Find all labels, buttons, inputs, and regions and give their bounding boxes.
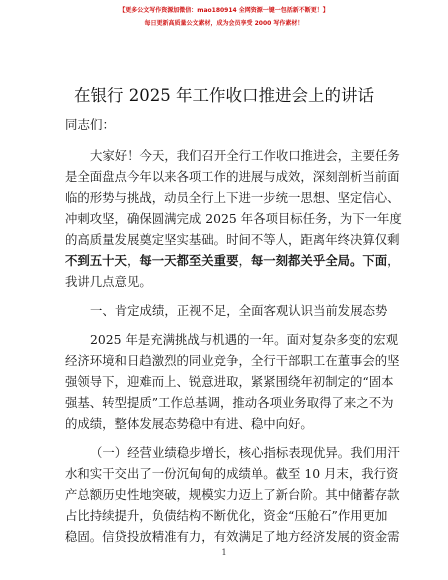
- paragraph-line: 稳固。信贷投放精准有力，有效满足了地方经济发展的资金需: [65, 529, 400, 544]
- paragraph-line: 2025 年是充满挑战与机遇的一年。面对复杂多变的宏观: [90, 332, 399, 347]
- separator: ，: [387, 253, 400, 268]
- paragraph-line: 冲刺攻坚，确保圆满完成 2025 年各项目标任务，为下一年度: [65, 211, 402, 226]
- paragraph-line: 强领导下，迎难而上、锐意进取，紧紧围绕年初制定的“固本: [65, 374, 394, 389]
- document-title: 在银行 2025 年工作收口推进会上的讲话: [74, 86, 374, 105]
- page-number: 1: [221, 548, 227, 557]
- separator: ，: [126, 253, 140, 268]
- paragraph-bold-line: [65, 252, 400, 270]
- bold-phrase-2: 每一天都至关重要: [139, 253, 239, 268]
- promo-banner-line1: 【更多公文写作资源加微信：mao180914 全网资源一键一包括新不断更！】: [119, 7, 329, 14]
- separator: ，: [238, 253, 251, 268]
- paragraph-line: 是全面盘点今年以来各项工作的进展与成效，深刻剖析当前面: [65, 169, 400, 184]
- greeting: 同志们：: [65, 117, 116, 132]
- bold-phrase-3: 每一刻都关乎全局。下面: [250, 253, 388, 268]
- paragraph-line: 水和实干交出了一份沉甸甸的成绩单。截至 10 月末，我行资: [65, 466, 399, 481]
- paragraph-line: （一）经营业绩稳步增长，核心指标表现优异。我们用汗: [90, 445, 400, 460]
- paragraph-line: 的成绩，整体发展态势稳中有进、稳中向好。: [65, 416, 313, 431]
- bold-phrase-1: 不到五十天: [65, 253, 127, 268]
- paragraph-line: 经济环境和日趋激烈的同业竞争，全行干部职工在董事会的坚: [65, 353, 400, 368]
- paragraph-line: 占比持续提升，负债结构不断优化，资金“压舱石”作用更加: [65, 508, 388, 523]
- paragraph-line: 产总额历史性地突破，规模实力迈上了新台阶。其中储蓄存款: [65, 487, 400, 502]
- promo-banner-line2: 每日更新高质量公文素材，成为会员享受 2000 写作素材！: [144, 20, 304, 27]
- paragraph-line: 大家好！今天，我们召开全行工作收口推进会，主要任务: [90, 148, 400, 163]
- paragraph-line: 的高质量发展奠定坚实基础。时间不等人，距离年终决算仅剩: [65, 232, 400, 247]
- paragraph-line: 强基、转型提质”工作总基调，推动各项业务取得了来之不为: [65, 395, 394, 410]
- section-heading: 一、肯定成绩，正视不足，全面客观认识当前发展态势: [90, 303, 388, 318]
- paragraph-line: 临的形势与挑战，动员全行上下进一步统一思想、坚定信心、: [65, 190, 400, 205]
- paragraph-line: 我讲几点意见。: [65, 274, 152, 289]
